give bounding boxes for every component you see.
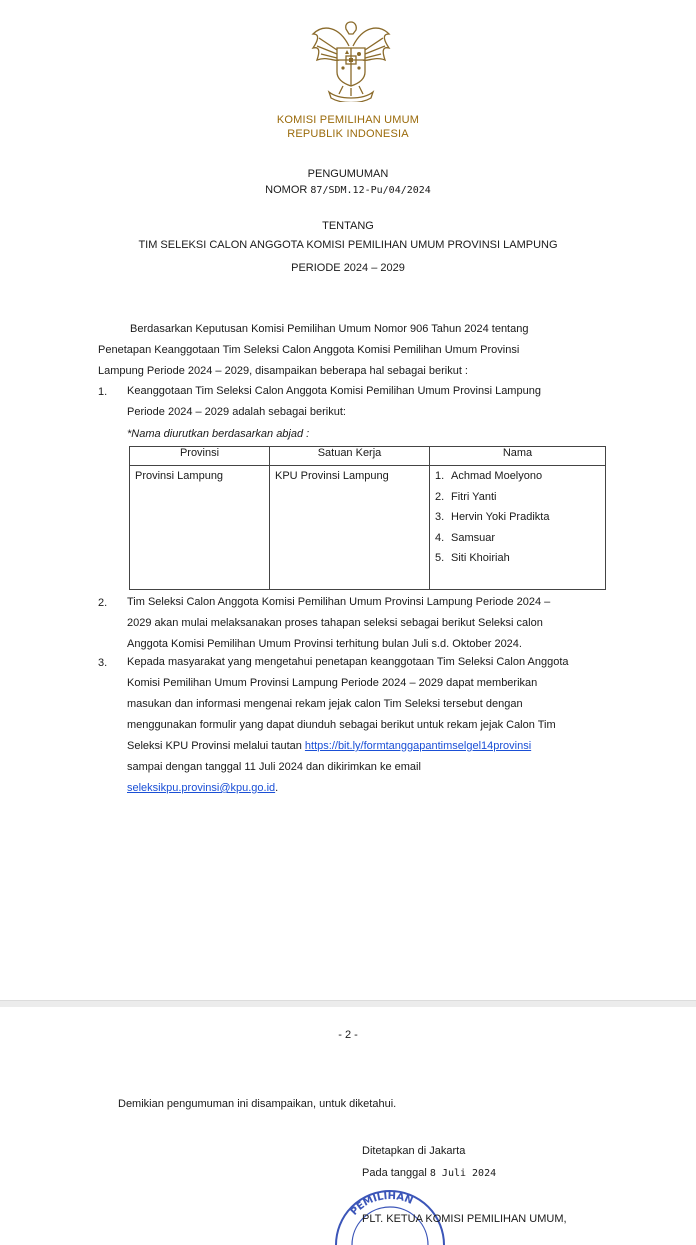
item-line: Periode 2024 – 2029 adalah sebagai berikut: <box>127 406 346 418</box>
institution-country: REPUBLIK INDONESIA <box>287 128 409 140</box>
item-line: 2029 akan mulai melaksanakan proses tahapan seleksi sebagai berikut Seleksi calon <box>127 617 543 629</box>
table-header-row <box>130 447 606 466</box>
item-line: Keanggotaan Tim Seleksi Calon Anggota Komisi Pemilihan Umum Provinsi Lampung <box>127 385 541 397</box>
intro-line: Berdasarkan Keputusan Komisi Pemilihan Umum Nomor 906 Tahun 2024 tentang <box>130 323 529 335</box>
cell-unit: KPU Provinsi Lampung <box>270 466 430 590</box>
email-link[interactable]: seleksikpu.provinsi@kpu.go.id <box>127 782 276 794</box>
sort-note: *Nama diurutkan berdasarkan abjad : <box>127 428 310 440</box>
list-item: 5. Siti Khoiriah <box>435 552 510 564</box>
document-period: PERIODE 2024 – 2029 <box>291 262 405 274</box>
member-list <box>435 470 600 573</box>
page-number: - 2 - <box>338 1029 358 1041</box>
closing-statement: Demikian pengumuman ini disampaikan, untuk diketahui. <box>118 1098 397 1110</box>
cell-province: Provinsi Lampung <box>130 466 270 590</box>
garuda-emblem-icon <box>309 16 393 102</box>
item-line: Anggota Komisi Pemilihan Umum Provinsi terhitung bulan Juli s.d. Oktober 2024. <box>127 638 522 650</box>
item-line: menggunakan formulir yang dapat diunduh sebagai berikut untuk rekam jejak Calon Tim <box>127 719 556 731</box>
document-type: PENGUMUMAN <box>307 168 389 180</box>
item-3-text <box>127 652 602 799</box>
issued-place: Ditetapkan di Jakarta <box>362 1145 466 1157</box>
issued-date: Pada tanggal 8 Juli 2024 <box>362 1167 497 1179</box>
stamp-text: PEMILIHAN <box>348 1190 415 1218</box>
column-header-name: Nama <box>430 447 606 466</box>
cell-names <box>430 466 606 590</box>
selection-team-table <box>129 446 606 590</box>
item-2-text <box>127 592 602 655</box>
item-1-text <box>127 381 600 423</box>
feedback-form-link[interactable]: https://bit.ly/formtanggapantimselgel14provinsi <box>304 740 532 752</box>
column-header-unit: Satuan Kerja <box>270 447 430 466</box>
intro-paragraph <box>98 319 600 382</box>
column-header-province: Provinsi <box>130 447 270 466</box>
signatory-title: PLT. KETUA KOMISI PEMILIHAN UMUM, <box>362 1213 567 1225</box>
item-line: Kepada masyarakat yang mengetahui penetapan keanggotaan Tim Seleksi Calon Anggota <box>127 656 569 668</box>
document-number <box>0 184 696 196</box>
item-line: masukan dan informasi mengenai rekam jejak calon Tim Seleksi tersebut dengan <box>127 698 523 710</box>
institution-name: KOMISI PEMILIHAN UMUM <box>276 114 420 126</box>
item-line: Seleksi KPU Provinsi melalui tautan https://bit.ly/formtanggapantimselgel14provinsi <box>127 740 532 752</box>
document-subject: TIM SELEKSI CALON ANGGOTA KOMISI PEMILIHAN UMUM PROVINSI LAMPUNG <box>138 239 558 251</box>
list-item: 4. Samsuar <box>435 531 496 544</box>
list-item: 2. Fitri Yanti <box>435 490 497 503</box>
item-number: 1. <box>98 386 108 398</box>
item-line: sampai dengan tanggal 11 Juli 2024 dan dikirimkan ke email <box>127 761 421 773</box>
list-item: 1. Achmad Moelyono <box>435 470 543 482</box>
intro-line: Penetapan Keanggotaan Tim Seleksi Calon Anggota Komisi Pemilihan Umum Provinsi <box>98 344 520 356</box>
intro-line: Lampung Periode 2024 – 2029, disampaikan beberapa hal sebagai berikut : <box>98 365 468 377</box>
item-line: seleksikpu.provinsi@kpu.go.id. <box>127 782 279 794</box>
document-number-prefix: NOMOR <box>265 184 311 196</box>
item-line: Tim Seleksi Calon Anggota Komisi Pemilihan Umum Provinsi Lampung Periode 2024 – <box>127 596 551 608</box>
document-number-value: 87/SDM.12-Pu/04/2024 <box>310 185 431 196</box>
item-number: 3. <box>98 657 108 669</box>
item-number: 2. <box>98 597 108 609</box>
document-about: TENTANG <box>322 220 374 232</box>
list-item: 3. Hervin Yoki Pradikta <box>435 511 550 523</box>
item-line: Komisi Pemilihan Umum Provinsi Lampung Periode 2024 – 2029 dapat memberikan <box>127 677 538 689</box>
table-row <box>130 466 606 590</box>
